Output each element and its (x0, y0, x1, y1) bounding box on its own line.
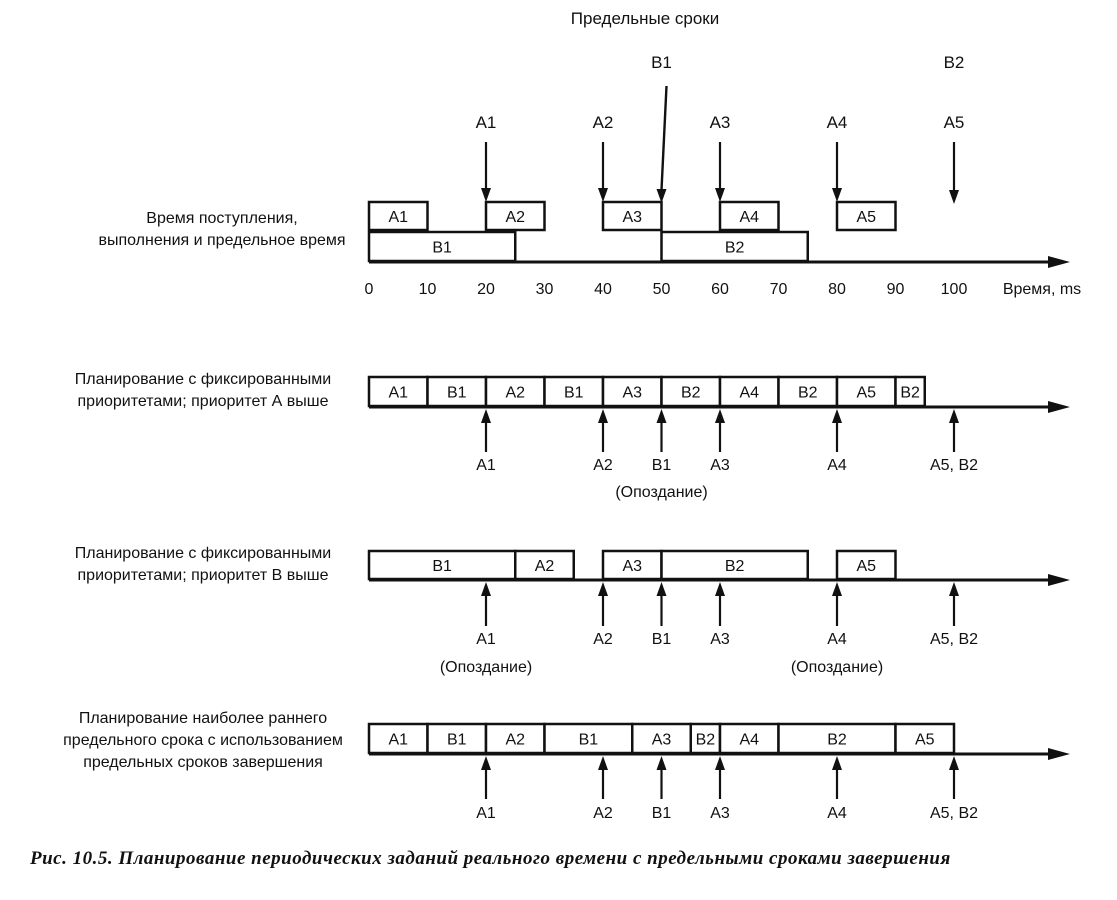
row2-axis-arrowhead (1048, 401, 1070, 413)
row4-slot-2-label: B1 (446, 731, 467, 749)
row4-slot-9-label: A5 (914, 731, 935, 749)
row4-marker-label-6: A5, B2 (929, 805, 979, 822)
row2-marker-arrow-4-head (715, 409, 725, 423)
row1-task-A1-label: A1 (388, 209, 409, 226)
row1-deadline-label-A4: A4 (826, 113, 848, 132)
row2-marker-label-4: A3 (710, 457, 730, 474)
row4-slot-3-label: A2 (505, 731, 526, 749)
row3-marker-arrow-5-head (832, 582, 842, 596)
row1-deadline-label-A3: A3 (709, 113, 731, 132)
row4-slot-4-label: B1 (578, 731, 599, 749)
row1-label-line-2: выполнения и предельное время (98, 232, 346, 249)
row4-label-line-1: Планирование наиболее раннего (78, 710, 328, 727)
row3-marker-label-2: A2 (593, 631, 613, 648)
row4-marker-label-1: A1 (476, 805, 496, 822)
tick-60: 60 (711, 281, 729, 298)
row3-marker-note-5: (Опоздание) (790, 659, 884, 676)
row2-slot-2-label: B1 (446, 384, 467, 402)
row3-marker-label-4: A3 (710, 631, 730, 648)
row1-deadline-arrow-A3-head (715, 188, 725, 202)
row1-deadline-arrow-A1-head (481, 188, 491, 202)
tick-30: 30 (535, 281, 554, 298)
row2-slot-3-label: A2 (505, 384, 526, 402)
row4-axis-arrowhead (1048, 748, 1070, 760)
row3-marker-arrow-4-head (715, 582, 725, 596)
row1-deadline-arrow-A4-head (832, 188, 842, 202)
row3-label-line-2: приоритетами; приоритет В выше (77, 567, 329, 584)
row4-marker-label-4: A3 (710, 805, 730, 822)
figure-caption: Рис. 10.5. Планирование периодических заданий реального времени с предельными сроками завершения (30, 848, 951, 869)
row1-task-A4-label: A4 (739, 209, 760, 226)
row1-task-A3-label: A3 (622, 209, 643, 226)
row4-marker-arrow-6-head (949, 756, 959, 770)
row4-marker-arrow-1-head (481, 756, 491, 770)
row1-deadline-label-A2: A2 (592, 113, 614, 132)
row2-slot-7-label: A4 (739, 384, 760, 402)
row1-deadline-B1-shaft (662, 86, 667, 190)
row4-marker-label-2: A2 (593, 805, 613, 822)
row3-marker-label-3: B1 (651, 631, 672, 648)
row2-marker-label-6: A5, B2 (929, 457, 979, 474)
row2-marker-label-1: A1 (476, 457, 496, 474)
row1-deadline-label-A1: A1 (475, 113, 497, 132)
row4-marker-label-3: B1 (651, 805, 672, 822)
row2-slot-4-label: B1 (563, 384, 584, 402)
row1-task-A5-label: A5 (856, 209, 877, 226)
row4-slot-8-label: B2 (827, 731, 847, 749)
row3-marker-arrow-6-head (949, 582, 959, 596)
row3-marker-label-6: A5, B2 (929, 631, 979, 648)
row4-slot-5-label: A3 (651, 731, 672, 749)
tick-90: 90 (886, 281, 905, 298)
row4-slot-7-label: A4 (739, 731, 760, 749)
row3-axis-arrowhead (1048, 574, 1070, 586)
row2-marker-label-3: B1 (651, 457, 672, 474)
row1-task-B2-label: B2 (724, 239, 745, 257)
row2-marker-arrow-3-head (657, 409, 667, 423)
row4-label-line-3: предельных сроков завершения (83, 754, 323, 771)
row2-slot-8-label: B2 (797, 384, 818, 402)
row2-marker-arrow-1-head (481, 409, 491, 423)
row3-marker-arrow-1-head (481, 582, 491, 596)
tick-100: 100 (940, 281, 968, 298)
row4-slot-6-label: B2 (695, 731, 716, 749)
row3-marker-note-1: (Опоздание) (439, 659, 533, 676)
row2-marker-arrow-6-head (949, 409, 959, 423)
row1-deadline-arrow-A5-head (949, 190, 959, 204)
row3-slot-1-label: B1 (432, 558, 452, 575)
row2-marker-arrow-2-head (598, 409, 608, 423)
row3-slot-3-label: A3 (622, 558, 643, 575)
tick-80: 80 (828, 281, 846, 298)
row2-slot-10-label: B2 (900, 384, 920, 402)
row1-deadline-label-B2: B2 (943, 53, 965, 72)
row4-marker-label-5: A4 (827, 805, 847, 822)
row1-axis-arrowhead (1048, 256, 1070, 268)
row3-marker-label-5: A4 (827, 631, 847, 648)
row2-marker-arrow-5-head (832, 409, 842, 423)
row3-marker-arrow-2-head (598, 582, 608, 596)
row2-slot-6-label: B2 (680, 384, 701, 402)
row2-slot-1-label: A1 (388, 384, 409, 402)
row2-marker-label-2: A2 (593, 457, 613, 474)
row2-slot-9-label: A5 (856, 384, 877, 402)
row1-task-B1-label: B1 (432, 239, 452, 257)
row3-slot-2-label: A2 (534, 558, 555, 575)
row2-label-line-1: Планирование с фиксированными (74, 371, 332, 388)
row1-deadline-label-A5: A5 (943, 113, 965, 132)
tick-40: 40 (594, 281, 612, 298)
row3-slot-5-label: A5 (856, 558, 877, 575)
deadlines-title: Предельные сроки (570, 9, 720, 28)
row4-slot-1-label: A1 (388, 731, 409, 749)
row4-marker-arrow-2-head (598, 756, 608, 770)
row4-marker-arrow-4-head (715, 756, 725, 770)
row4-marker-arrow-5-head (832, 756, 842, 770)
row3-label-line-1: Планирование с фиксированными (74, 545, 332, 562)
row1-task-A2-label: A2 (505, 209, 526, 226)
row4-label-line-2: предельного срока с использованием (63, 732, 343, 749)
row1-label-line-1: Время поступления, (146, 210, 298, 227)
row1-deadline-arrow-A2-head (598, 188, 608, 202)
tick-20: 20 (477, 281, 495, 298)
tick-0: 0 (364, 281, 374, 298)
row3-slot-4-label: B2 (724, 558, 745, 575)
tick-10: 10 (418, 281, 437, 298)
time-unit-label: Время, ms (1002, 281, 1082, 298)
row1-deadline-label-B1: B1 (651, 53, 672, 72)
row2-slot-5-label: A3 (622, 384, 643, 402)
tick-70: 70 (769, 281, 788, 298)
row2-marker-note-3: (Опоздание) (615, 484, 708, 501)
row2-marker-label-5: A4 (827, 457, 847, 474)
row2-label-line-2: приоритетами; приоритет А выше (77, 393, 329, 410)
row3-marker-label-1: A1 (476, 631, 496, 648)
tick-50: 50 (652, 281, 671, 298)
row3-marker-arrow-3-head (657, 582, 667, 596)
row4-marker-arrow-3-head (657, 756, 667, 770)
